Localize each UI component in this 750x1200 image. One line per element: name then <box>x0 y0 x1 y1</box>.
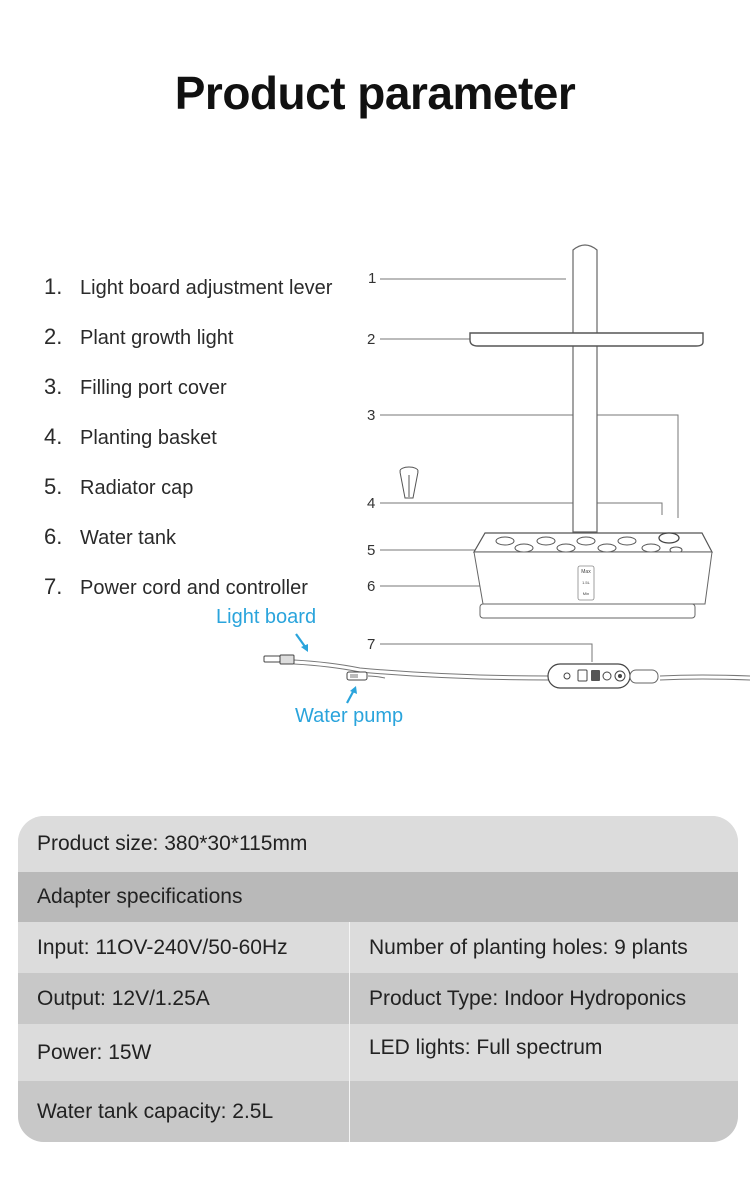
product-size-value: Product size: 380*30*115mm <box>37 832 308 855</box>
svg-text:Max: Max <box>581 569 591 575</box>
spec-row <box>18 922 738 973</box>
spec-table <box>18 816 738 1142</box>
page-title: Product parameter <box>174 67 576 119</box>
light-board-label: Light board <box>216 606 317 628</box>
spec-empty-cell <box>350 1081 738 1142</box>
part-number: 3. <box>44 374 63 399</box>
part-label: Planting basket <box>80 427 217 449</box>
spec-row-adapter-header <box>18 872 738 922</box>
part-label: Power cord and controller <box>80 577 308 599</box>
part-label: Water tank <box>80 527 176 549</box>
part-label: Radiator cap <box>80 477 194 499</box>
callout-number-5: 5 <box>367 542 376 559</box>
part-number: 7. <box>44 574 63 599</box>
spec-row <box>18 1024 738 1081</box>
light-board-connector <box>264 655 294 664</box>
water-level-gauge <box>578 566 594 600</box>
callout-number-7: 7 <box>367 636 376 653</box>
lever-pole <box>573 245 597 532</box>
spec-planting-holes: Number of planting holes: 9 plants <box>369 935 688 959</box>
svg-text:1.5L: 1.5L <box>582 580 590 585</box>
callout-number-3: 3 <box>367 407 376 424</box>
part-number: 5. <box>44 474 63 499</box>
callout-number-2: 2 <box>367 331 376 348</box>
callout-number-4: 4 <box>367 495 376 512</box>
part-number: 1. <box>44 274 63 299</box>
tank-base <box>480 604 695 618</box>
water-pump-connector <box>347 672 367 680</box>
spec-input: Input: 11OV-240V/50-60Hz <box>37 935 288 959</box>
spec-led-lights: LED lights: Full spectrum <box>369 1036 603 1059</box>
spec-row-product-size <box>18 816 738 872</box>
part-label: Plant growth light <box>80 327 234 349</box>
growth-light-board <box>470 333 703 346</box>
adapter-specs-header: Adapter specifications <box>37 885 243 908</box>
spec-power: Power: 15W <box>37 1040 152 1064</box>
spec-output: Output: 12V/1.25A <box>37 986 210 1010</box>
spec-row <box>18 1081 738 1142</box>
callout-line-4 <box>380 503 662 515</box>
callout-number-6: 6 <box>367 578 376 595</box>
water-pump-label: Water pump <box>295 705 404 727</box>
part-label: Filling port cover <box>80 377 227 399</box>
part-label: Light board adjustment lever <box>80 277 333 299</box>
spec-row <box>18 973 738 1024</box>
callout-number-1: 1 <box>368 270 377 287</box>
controller <box>548 664 658 688</box>
spec-water-capacity: Water tank capacity: 2.5L <box>37 1099 274 1123</box>
planting-basket-icon <box>400 467 418 498</box>
filling-port-cover <box>659 533 679 543</box>
column-divider <box>349 922 350 1142</box>
spec-product-type: Product Type: Indoor Hydroponics <box>369 986 687 1010</box>
part-number: 4. <box>44 424 63 449</box>
part-number: 6. <box>44 524 63 549</box>
svg-text:Min: Min <box>582 591 590 596</box>
callout-line-7 <box>380 644 592 662</box>
part-number: 2. <box>44 324 63 349</box>
